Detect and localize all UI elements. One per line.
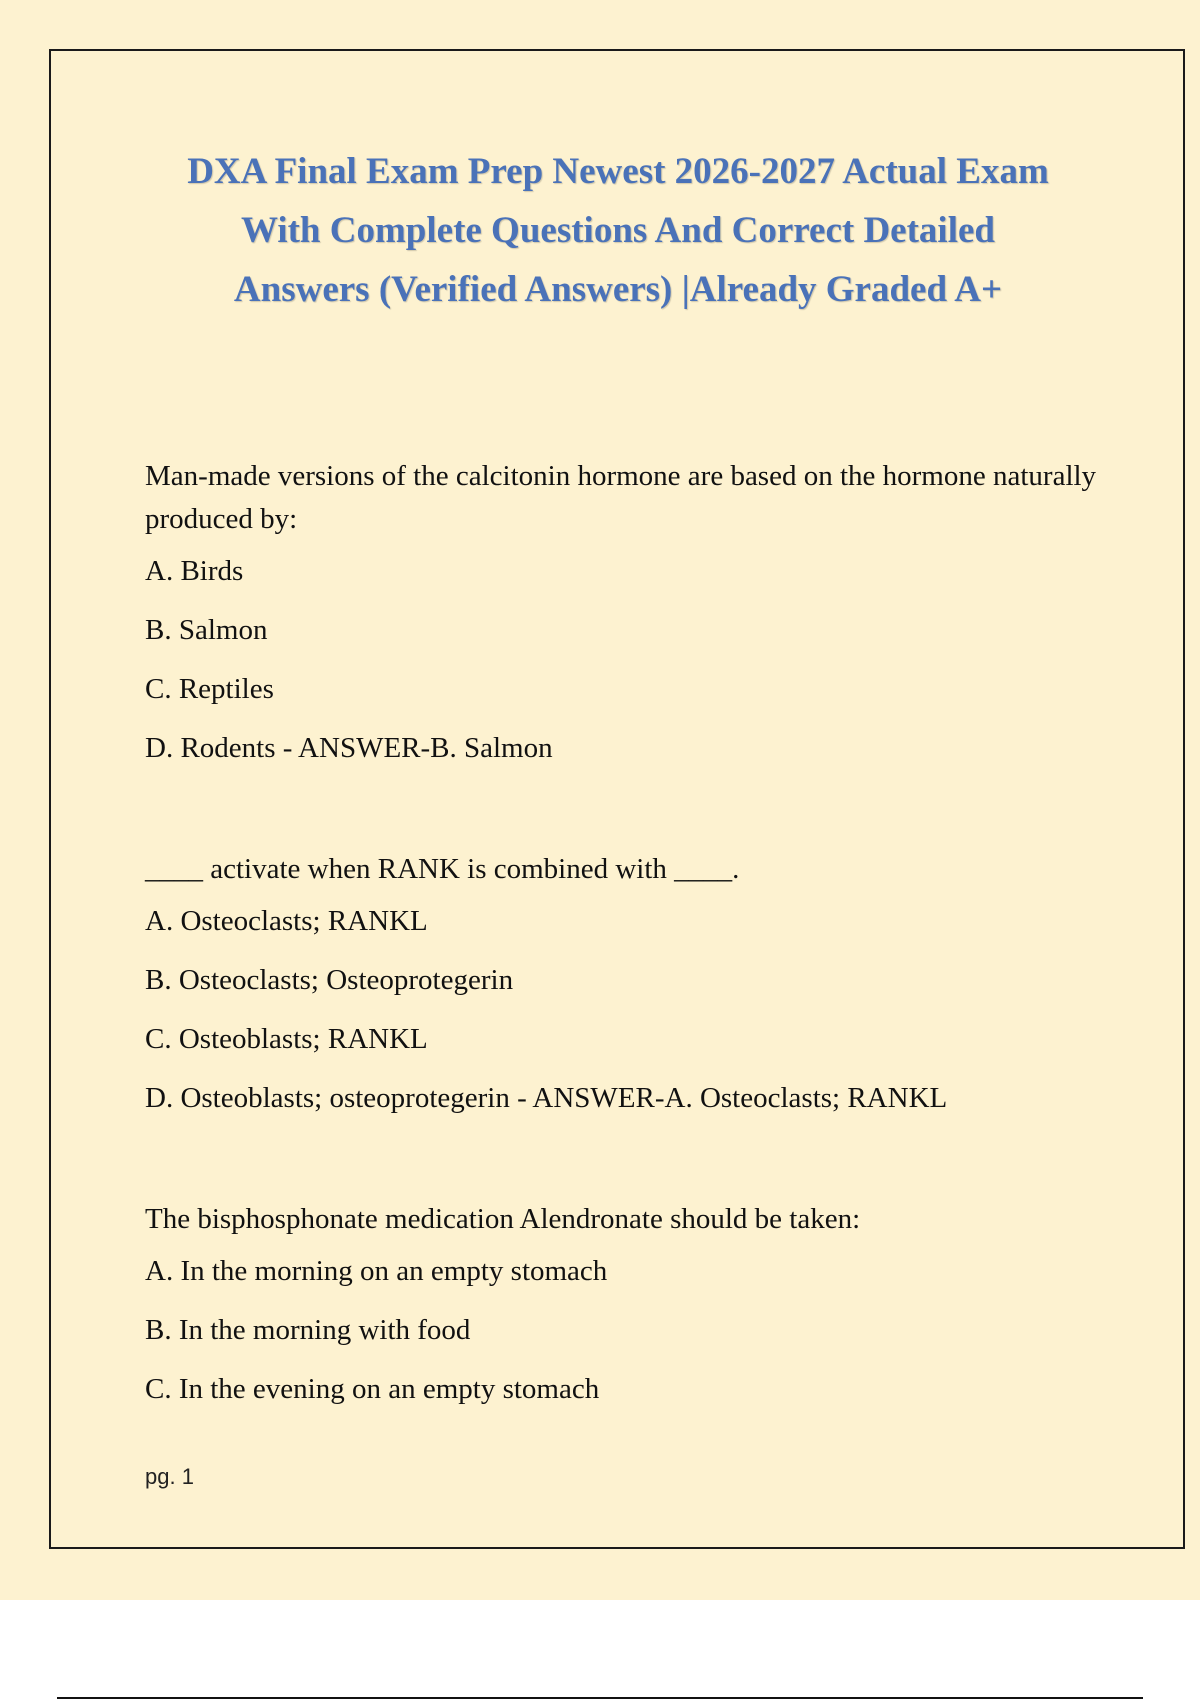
- question-3: [145, 1198, 1145, 1407]
- answer-option: A. Birds: [145, 555, 244, 587]
- answer-option: D. Rodents - ANSWER-B. Salmon: [145, 732, 553, 764]
- question-list: [145, 455, 1145, 1430]
- answer-option: D. Osteoblasts; osteoprotegerin - ANSWER-A. Osteoclasts; RANKL: [145, 1082, 948, 1114]
- answer-option: A. In the morning on an empty stomach: [145, 1255, 608, 1287]
- title-line: With Complete Questions And Correct Detailed: [240, 210, 995, 251]
- question-text: ____ activate when RANK is combined with ____.: [145, 853, 740, 885]
- answer-option: C. In the evening on an empty stomach: [145, 1373, 600, 1405]
- question-1: [145, 455, 1145, 766]
- answer-option: A. Osteoclasts; RANKL: [145, 905, 428, 937]
- answer-option: C. Reptiles: [145, 673, 274, 705]
- answer-option: B. In the morning with food: [145, 1314, 471, 1346]
- title-line: Answers (Verified Answers) |Already Graded A+: [233, 269, 1003, 310]
- answer-option: B. Salmon: [145, 614, 268, 646]
- question-2: [145, 848, 1145, 1116]
- title-line: DXA Final Exam Prep Newest 2026-2027 Actual Exam: [187, 151, 1049, 192]
- document-title: [100, 142, 1136, 319]
- page-number: pg. 1: [145, 1464, 194, 1489]
- question-text: The bisphosphonate medication Alendronate should be taken:: [145, 1203, 861, 1235]
- answer-option: B. Osteoclasts; Osteoprotegerin: [145, 964, 514, 996]
- question-text: Man-made versions of the calcitonin hormone are based on the hormone naturally produced by:: [145, 460, 1097, 535]
- answer-option: C. Osteoblasts; RANKL: [145, 1023, 428, 1055]
- divider: [57, 1697, 1143, 1699]
